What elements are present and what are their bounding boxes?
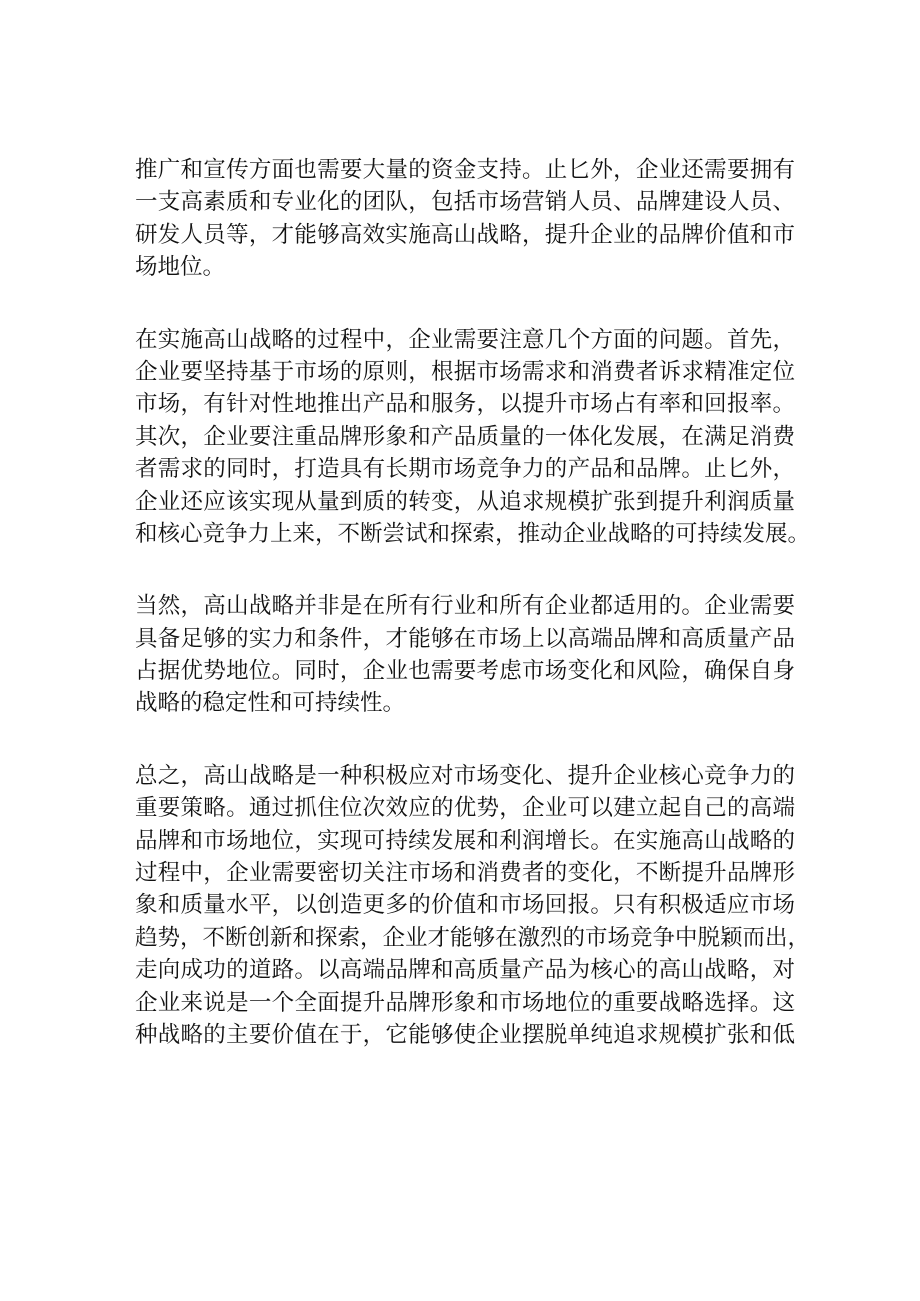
text-line: 市场，有针对性地推出产品和服务，以提升市场占有率和回报率。 [135,391,795,418]
text-line: 企业来说是一个全面提升品牌形象和市场地位的重要战略选择。这 [135,989,795,1016]
document-body [135,154,811,1051]
text-line: 象和质量水平，以创造更多的价值和市场回报。只有积极适应市场 [135,892,795,919]
text-line: 企业还应该实现从量到质的转变，从追求规模扩张到提升利润质量 [135,488,795,515]
text-line: 种战略的主要价值在于，它能够使企业摆脱单纯追求规模扩张和低 [135,1021,795,1048]
text-line: 重要策略。通过抓住位次效应的优势，企业可以建立起自己的高端 [135,795,795,822]
text-line: 过程中，企业需要密切关注市场和消费者的变化，不断提升品牌形 [135,860,795,887]
paragraph-3 [135,590,795,720]
text-line: 品牌和市场地位，实现可持续发展和利润增长。在实施高山战略的 [135,827,795,854]
paragraph-gap [135,720,795,760]
text-line: 趋势，不断创新和探索，企业才能够在激烈的市场竞争中脱颖而出， [135,924,811,951]
text-line: 占据优势地位。同时，企业也需要考虑市场变化和风险，确保自身 [135,658,795,685]
text-line: 和核心竞争力上来，不断尝试和探索，推动企业战略的可持续发展。 [135,520,811,547]
text-line: 走向成功的道路。以高端品牌和高质量产品为核心的高山战略，对 [135,957,795,984]
paragraph-2 [135,324,811,551]
text-line: 在实施高山战略的过程中，企业需要注意几个方面的问题。首先， [135,326,795,353]
text-line: 者需求的同时，打造具有长期市场竞争力的产品和品牌。止匕外， [135,456,795,483]
text-line: 研发人员等，才能够高效实施高山战略，提升企业的品牌价值和市 [135,221,795,248]
text-line: 战略的稳定性和可持续性。 [135,690,406,717]
text-line: 一支高素质和专业化的团队，包括市场营销人员、品牌建设人员、 [135,189,795,216]
paragraph-1 [135,154,795,284]
text-line: 场地位。 [135,254,226,281]
paragraph-gap [135,550,795,590]
paragraph-4 [135,760,811,1052]
paragraph-gap [135,284,795,324]
text-line: 推广和宣传方面也需要大量的资金支持。止匕外，企业还需要拥有 [135,157,795,183]
text-line: 其次，企业要注重品牌形象和产品质量的一体化发展，在满足消费 [135,423,795,450]
text-line: 具备足够的实力和条件，才能够在市场上以高端品牌和高质量产品 [135,625,795,652]
text-line: 总之，高山战略是一种积极应对市场变化、提升企业核心竞争力的 [135,762,795,789]
text-line: 当然，高山战略并非是在所有行业和所有企业都适用的。企业需要 [135,593,795,620]
text-line: 企业要坚持基于市场的原则，根据市场需求和消费者诉求精准定位 [135,358,795,385]
